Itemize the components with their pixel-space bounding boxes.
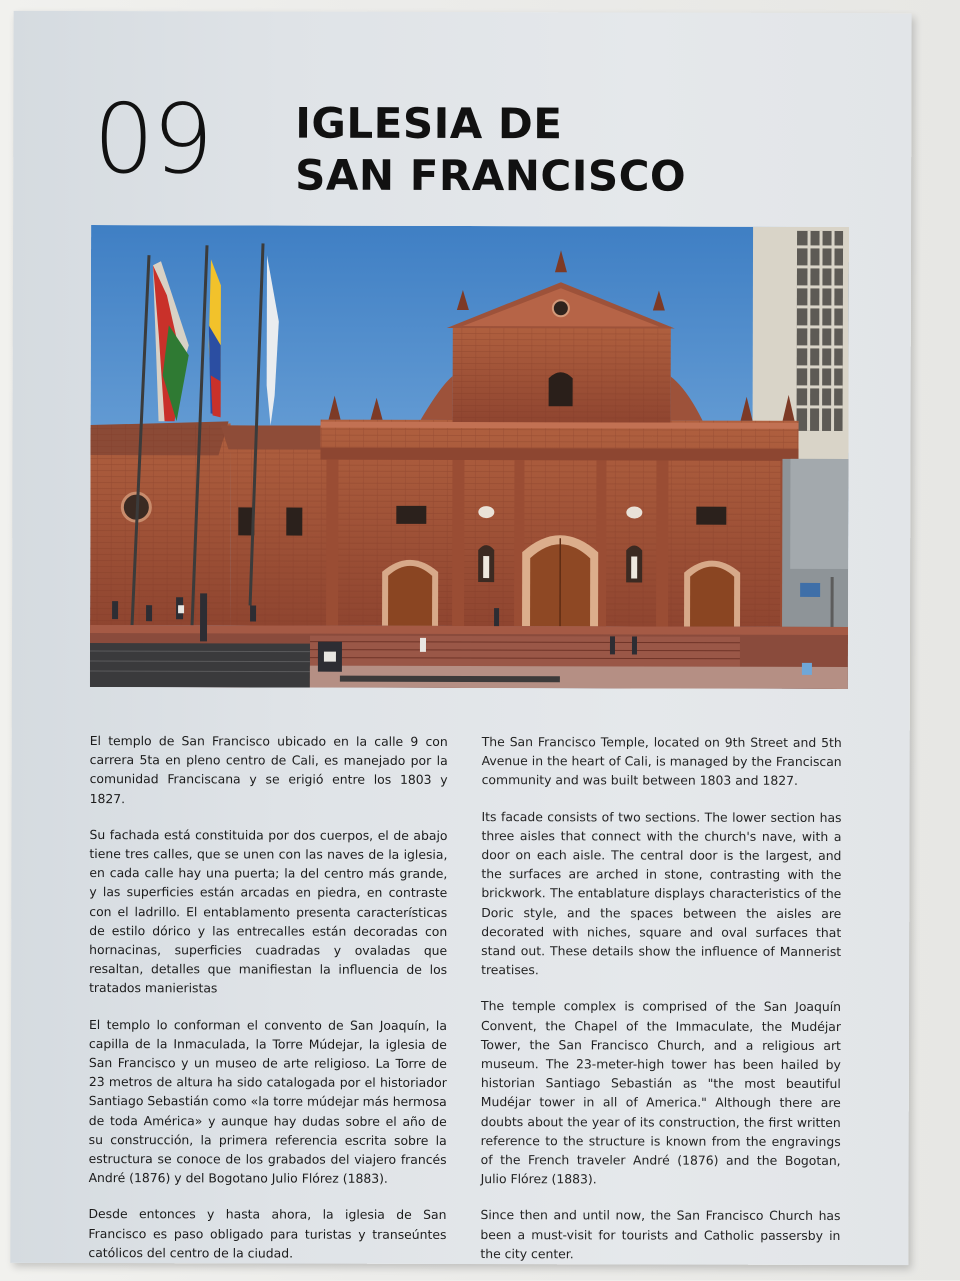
spanish-paragraph-4: Desde entonces y hasta ahora, la iglesia de San Francisco es paso obligado para turistas y transeúntes católicos del centro de la ciudad.: [88, 1204, 446, 1263]
title-line-2: SAN FRANCISCO: [295, 150, 686, 203]
spanish-paragraph-1: El templo de San Francisco ubicado en la calle 9 con carrera 5ta en pleno centro de Cali, es manejado por la comunidad Franciscana y se erigió entre los 1803 y 1827.: [90, 731, 448, 809]
english-paragraph-4: Since then and until now, the San Francisco Church has been a must-visit for tourists and Catholic passersby in the city center.: [480, 1206, 840, 1265]
english-paragraph-2: Its facade consists of two sections. The lower section has three aisles that connect with the church's nave, with a door on each aisle. The central door is the largest, and the surfaces are arched in stone, contrasting with the brickwork. The entablature displays characteristics of the Doric style, and the spaces between the aisles are decorated with niches, square and oval surfaces that stand out. These details show the influence of Mannerist treatises.: [481, 807, 841, 981]
information-panel: [10, 11, 911, 1265]
spanish-paragraph-3: El templo lo conforman el convento de San Joaquín, la capilla de la Inmaculada, la Torre Múdejar, la iglesia de San Francisco y un museo de arte religioso. La Torre de 23 metros de altura ha sido catalogada por el historiador Santiago Sebastián como «la torre múdejar más hermosa de toda América» y aunque hay dudas sobre el año de su construcción, la primera referencia escrita sobre la estructura se conoce de los grabados del viajero francés André (1876) y del Bogotano Julio Flórez (1883).: [89, 1015, 447, 1189]
english-paragraph-1: The San Francisco Temple, located on 9th Street and 5th Avenue in the heart of Cali, is managed by the Franciscan community and was built between 1803 and 1827.: [482, 732, 842, 791]
title-line-1: IGLESIA DE: [295, 98, 686, 151]
spanish-paragraph-2: Su fachada está constituida por dos cuerpos, el de abajo tiene tres calles, que se unen con las naves de la iglesia, en cada calle hay una puerta; la del centro más grande, y las superficies están arcadas en piedra, en contraste con el ladrillo. El entablamento presenta características de estilo dórico y las entrecalles están decoradas con hornacinas, superficies cuadradas y ovaladas que resaltan, detalles que manifiestan la influencia de los tratados manieristas: [89, 825, 447, 999]
panel-title: [295, 98, 686, 203]
panel-number: 09: [93, 91, 211, 187]
english-paragraph-3: The temple complex is comprised of the San Joaquín Convent, the Chapel of the Immaculate, the Mudéjar Tower, the San Francisco Church, and a religious art museum. The 23-meter-high tower has been hailed by historian Santiago Sebastián as "the most beautiful Mudéjar tower in all of America." Although there are doubts about the year of its construction, the first written reference to the structure is known from the engravings of the French traveler André (1876) and the Bogotan, Julio Flórez (1883).: [481, 996, 842, 1189]
church-photo: [90, 225, 849, 689]
english-text-column: [480, 732, 841, 1281]
spanish-text-column: [88, 731, 447, 1280]
